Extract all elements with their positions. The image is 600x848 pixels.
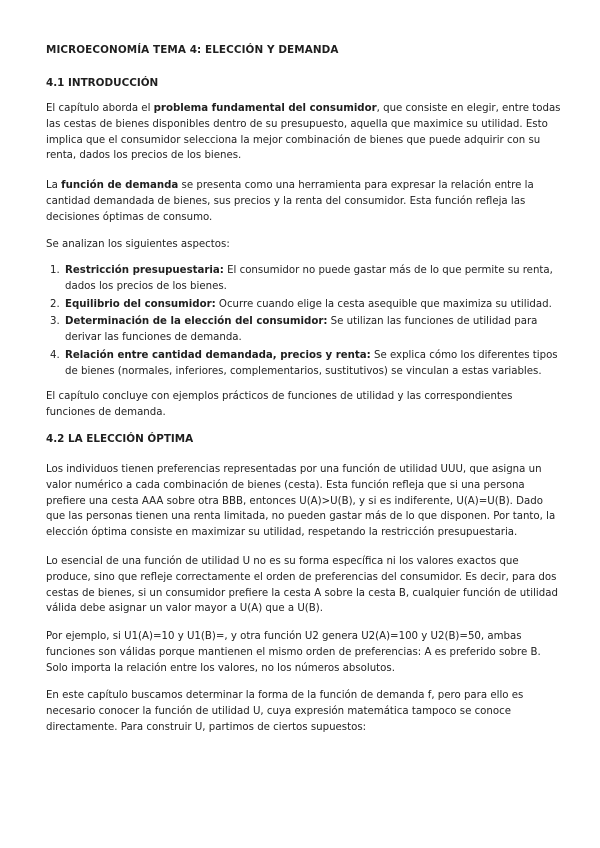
paragraph-text: se presenta como una herramienta para expresar la relación entre la cantidad demandada de bienes, sus precios y la renta del consumidor. Esta función refleja las decisiones óptimas de consumo. — [46, 180, 534, 223]
list-item-text: Se utilizan las funciones de utilidad para derivar las funciones de demanda. — [65, 316, 538, 344]
list-item-text: Se explica cómo los diferentes tipos de bienes (normales, inferiores, complementarios, sustitutivos) se vinculan a estas variables. — [65, 349, 558, 377]
list-item-title: Equilibrio del consumidor: — [65, 298, 216, 310]
aspects-list — [46, 263, 561, 382]
list-item — [46, 314, 561, 346]
list-item — [46, 348, 561, 380]
paragraph-text: , que consiste en elegir, entre todas las cestas de bienes disponibles dentro de su presupuesto, aquella que maximice su utilidad. Esto implica que el consumidor selecciona la mejor combinación de bienes que puede adquirir con su renta, dados los precios de los bienes. — [46, 103, 561, 162]
paragraph: Los individuos tienen preferencias representadas por una función de utilidad UUU, que asigna un valor numérico a cada combinación de bienes (cesta). Esta función refleja que si una persona prefiere una cesta AAA sobre otra BBB, entonces U(A)>U(B), y si es indiferente, U(A)=U(B). Dado que las personas tienen una renta limitada, no pueden gastar más de lo que disponen. Por tanto, la elección óptima consiste en maximizar su utilidad, respetando la restricción presupuestaria. — [46, 464, 556, 539]
paragraph — [46, 101, 561, 164]
bold-term: problema fundamental del consumidor — [153, 103, 377, 114]
list-item-title: Restricción presupuestaria: — [65, 265, 224, 276]
paragraph — [46, 178, 561, 225]
list-item-text: El consumidor no puede gastar más de lo que permite su renta, dados los precios de los bienes. — [65, 265, 553, 292]
section-heading-introduccion: 4.1 INTRODUCCIÓN — [46, 77, 159, 89]
bold-term: función de demanda — [61, 180, 179, 191]
list-item-text: Ocurre cuando elige la cesta asequible que maximiza su utilidad. — [215, 298, 552, 310]
paragraph: Por ejemplo, si U1(A)=10 y U1(B)=, y otra función U2 genera U2(A)=100 y U2(B)=50, ambas funciones son válidas porque mantienen el mismo orden de preferencias: A es preferido sobre B. Solo importa la relación entre los valores, no los números absolutos. — [46, 631, 541, 674]
document-title: MICROECONOMÍA TEMA 4: ELECCIÓN Y DEMANDA — [46, 44, 339, 56]
paragraph: El capítulo concluye con ejemplos prácticos de funciones de utilidad y las correspondientes funciones de demanda. — [46, 391, 513, 418]
paragraph-text: El capítulo aborda el — [46, 103, 154, 114]
paragraph: Lo esencial de una función de utilidad U no es su forma específica ni los valores exactos que produce, sino que refleje correctamente el orden de preferencias del consumidor. Es decir, para dos cestas de bienes, si un consumidor prefiere la cesta A sobre la cesta B, cualquier función de utilidad válida debe asignar un valor mayor a U(A) que a U(B). — [46, 556, 558, 615]
list-number: 3. — [50, 316, 60, 328]
paragraph-text: La — [46, 180, 62, 191]
section-heading-eleccion-optima: 4.2 LA ELECCIÓN ÓPTIMA — [46, 433, 194, 445]
list-number: 1. — [50, 265, 60, 276]
paragraph: En este capítulo buscamos determinar la forma de la función de demanda f, pero para ello es necesario conocer la función de utilidad U, cuya expresión matemática tampoco se conoce directamente. Para construir U, partimos de ciertos supuestos: — [46, 690, 524, 733]
list-item — [46, 263, 561, 295]
paragraph: Se analizan los siguientes aspectos: — [46, 239, 230, 250]
list-number: 4. — [50, 349, 60, 361]
list-number: 2. — [50, 298, 60, 310]
list-item — [46, 297, 561, 313]
list-item-title: Relación entre cantidad demandada, precios y renta: — [65, 349, 371, 361]
list-item-title: Determinación de la elección del consumidor: — [65, 316, 328, 328]
